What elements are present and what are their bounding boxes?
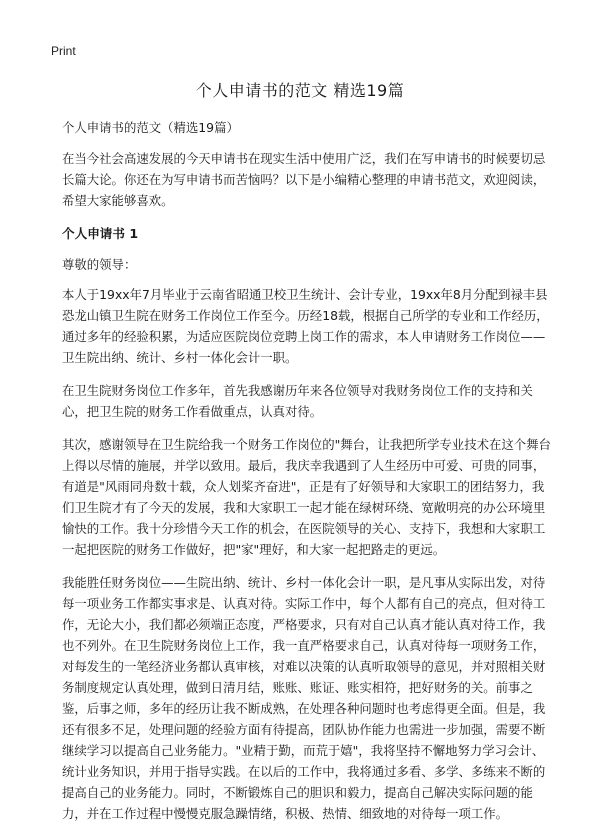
body-paragraph: 其次，感谢领导在卫生院给我一个财务工作岗位的"舞台，让我把所学专业技术在这个舞台上得以尽情的施展，并学以致用。最后，我庆幸我遇到了人生经历中可爱、可贵的同事，有道是"风雨同舟数十载，众人划桨齐奋进"，正是有了好领导和大家职工的团结努力，我们卫生院才有了今天的发展，我和大家职工一起才能在绿树环绕、宽敞明亮的办公环境里愉快的工作。我十分珍惜今天工作的机会，在医院领导的关心、支持下，我想和大家职工一起把医院的财务工作做好，把"家"理好，和大家一起把路走的更远。	[62, 437, 551, 557]
print-link[interactable]: Print	[51, 44, 76, 58]
page-title: 个人申请书的范文 精选19篇	[195, 81, 405, 100]
body-paragraph: 在卫生院财务岗位工作多年，首先我感谢历年来各位领导对我财务岗位工作的支持和关心，把卫生院的财务工作看做重点，认真对待。	[62, 383, 533, 419]
document-subtitle: 个人申请书的范文（精选19篇）	[62, 120, 239, 135]
body-paragraph: 本人于19xx年7月毕业于云南省昭通卫校卫生统计、会计专业，19xx年8月分配到禄丰县恐龙山镇卫生院在财务工作岗位工作至今。历经18载，根据自己所学的专业和工作经历，通过多年的经验积累，为适应医院岗位竞聘上岗工作的需求，本人申请财务工作岗位——卫生院出纳、统计、乡村一体化会计一职。	[62, 287, 549, 365]
salutation: 尊敬的领导：	[62, 257, 137, 272]
section-heading: 个人申请书 1	[62, 226, 139, 241]
body-paragraph: 我能胜任财务岗位——生院出纳、统计、乡村一体化会计一职，是凡事从实际出发，对待每一项业务工作都实事求是、认真对待。实际工作中，每个人都有自己的亮点，但对待工作，无论大小，我们都必须端正态度，严格要求，只有对自己认真才能认真对待工作，我也不列外。在卫生院财务岗位上工作，我一直严格要求自己，认真对待每一项财务工作，对每发生的一笔经济业务都认真审核，对难以决策的认真听取领导的意见，并对照相关财务制度规定认真处理，做到日清月结，账账、账证、账实相符，把好财务的关。前事之鉴，后事之师，多年的经历让我不断成熟，在处理各种问题时也考虑得更全面。但是，我还有很多不足，处理问题的经验方面有待提高，团队协作能力也需进一步加强，需要不断继续学习以提高自己业务能力。"业精于勤，而荒于嬉"，我将坚持不懈地努力学习会计、统计业务知识，并用于指导实践。在以后的工作中，我将通过多看、多学、多练来不断的提高自己的业务能力。同时，不断锻炼自己的胆识和毅力，提高自己解决实际问题的能力，并在工作过程中慢慢克服急躁情绪，积极、热情、细致地的对待每一项工作。	[62, 575, 546, 821]
intro-paragraph: 在当今社会高速发展的今天申请书在现实生活中使用广泛，我们在写申请书的时候要切忌长篇大论。你还在为写申请书而苦恼吗？以下是小编精心整理的申请书范文，欢迎阅读，希望大家能够喜欢。	[62, 151, 546, 208]
document-body	[62, 117, 552, 836]
